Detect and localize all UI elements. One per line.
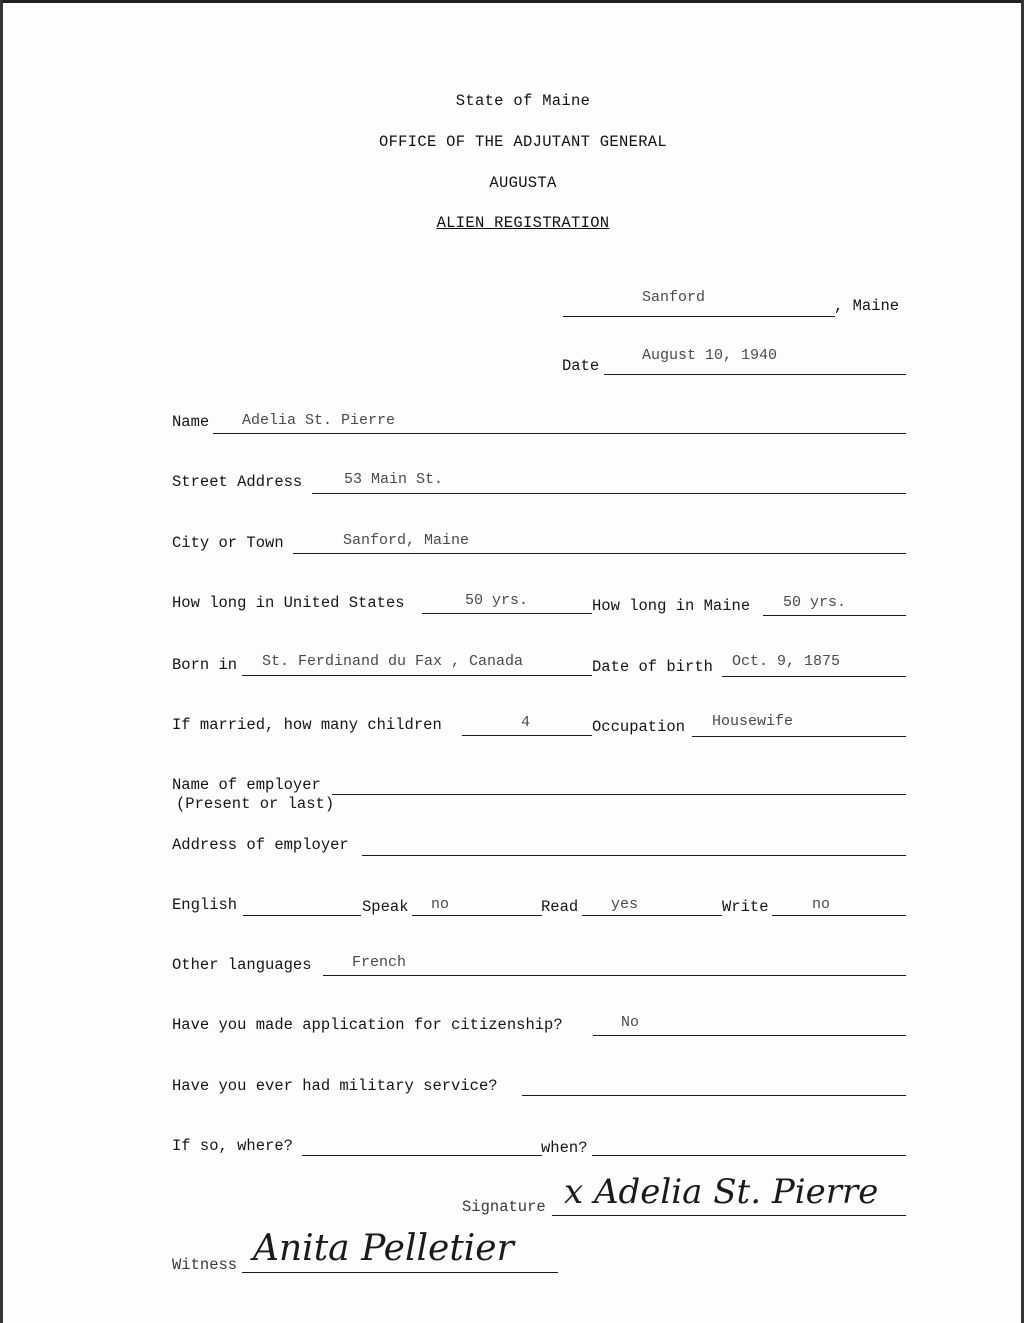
occupation-value: Housewife [712,713,794,730]
occupation-line [692,736,906,737]
form-title: ALIEN REGISTRATION [436,214,610,232]
maine-years-label: How long in Maine [592,597,751,615]
witness-line [242,1272,558,1273]
write-value: no [812,896,831,913]
write-line [772,915,906,916]
header-office: OFFICE OF THE ADJUTANT GENERAL [378,133,668,151]
birth-date-line [722,676,906,677]
signature-line [552,1215,906,1216]
citizenship-value: No [621,1014,640,1031]
name-line [213,433,906,434]
us-years-value: 50 yrs. [465,592,529,609]
street-value: 53 Main St. [344,471,444,488]
street-label: Street Address [172,473,303,491]
maine-years-line [763,615,906,616]
occupation-label: Occupation [592,718,686,736]
speak-line [412,915,542,916]
other-languages-line [323,975,906,976]
english-line [243,915,361,916]
born-in-value: St. Ferdinand du Fax , Canada [262,653,524,670]
date-line [604,374,906,375]
place-state-label: , Maine [834,297,900,315]
read-label: Read [541,898,579,916]
speak-value: no [431,896,450,913]
born-in-line [242,675,592,676]
citizenship-label: Have you made application for citizenship? [172,1016,563,1034]
city-line [293,553,906,554]
children-line [462,735,592,736]
military-line [522,1095,906,1096]
write-label: Write [722,898,769,916]
witness-handwriting: Anita Pelletier [253,1228,514,1269]
scan-edge-top [0,0,1024,3]
speak-label: Speak [362,898,409,916]
employer-address-label: Address of employer [172,836,349,854]
us-years-label: How long in United States [172,594,405,612]
birth-date-label: Date of birth [592,658,713,676]
maine-years-value: 50 yrs. [783,594,847,611]
date-value: August 10, 1940 [642,347,778,364]
children-label: If married, how many children [172,716,442,734]
birth-date-value: Oct. 9, 1875 [732,653,841,670]
employer-line [332,794,906,795]
where-line [302,1155,542,1156]
header-state: State of Maine [455,92,591,110]
other-languages-value: French [352,954,407,971]
place-line [563,316,835,317]
other-languages-label: Other languages [172,956,312,974]
when-label: when? [541,1139,588,1157]
signature-label: Signature [462,1198,546,1216]
name-label: Name [172,413,210,431]
employer-address-line [362,855,906,856]
english-label: English [172,896,238,914]
employer-sublabel: (Present or last) [176,795,335,813]
city-label: City or Town [172,534,284,552]
us-years-line [422,613,592,614]
born-in-label: Born in [172,656,238,674]
read-line [582,915,722,916]
when-line [592,1155,906,1156]
scan-edge-left [0,0,3,1323]
date-label: Date [562,357,600,375]
place-town-value: Sanford [642,289,706,306]
military-label: Have you ever had military service? [172,1077,498,1095]
read-value: yes [611,896,639,913]
where-label: If so, where? [172,1137,293,1155]
witness-label: Witness [172,1256,238,1274]
name-value: Adelia St. Pierre [242,412,396,429]
header-city: AUGUSTA [489,174,557,192]
city-value: Sanford, Maine [343,532,470,549]
signature-handwriting: x Adelia St. Pierre [564,1172,879,1212]
citizenship-line [593,1035,906,1036]
children-value: 4 [521,714,531,731]
employer-label: Name of employer [172,776,321,794]
street-line [312,493,906,494]
